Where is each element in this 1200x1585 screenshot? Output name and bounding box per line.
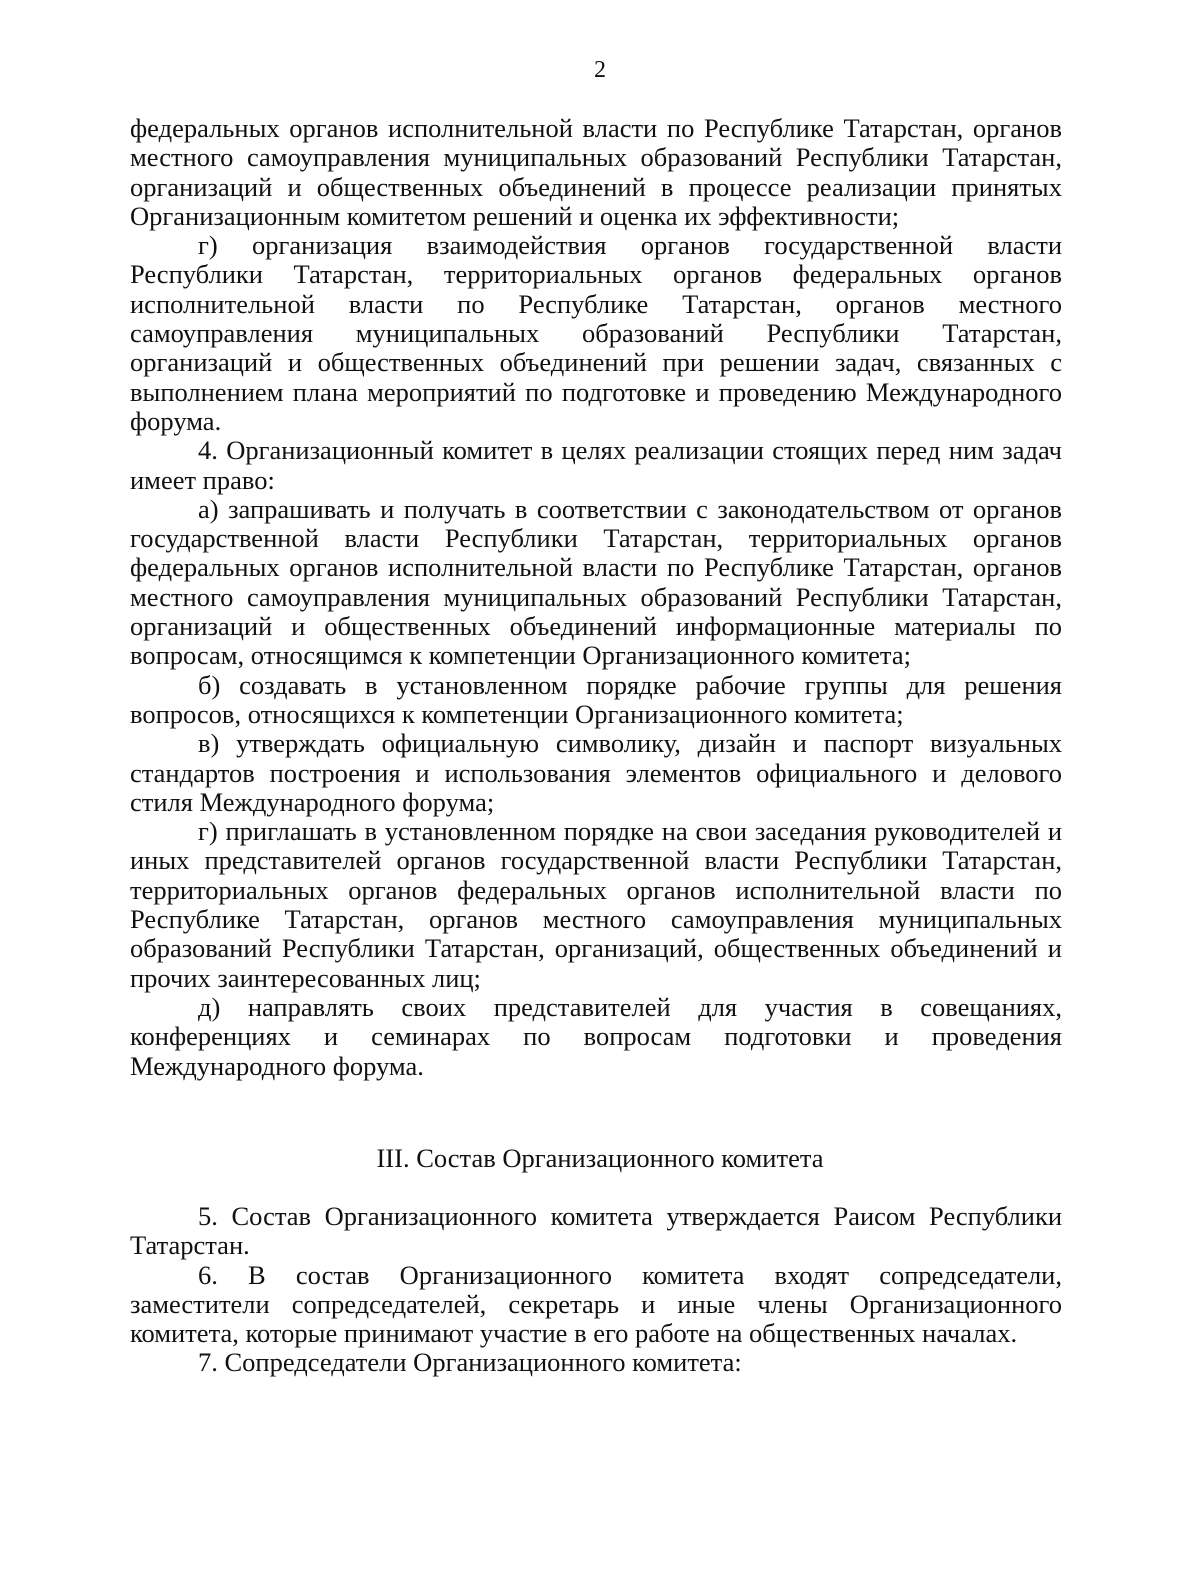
- section-heading: III. Состав Организационного комитета: [376, 1143, 824, 1173]
- paragraph-item-v-symbols: в) утверждать официальную символику, дизайн и паспорт визуальных стандартов построения и использования элементов официального и делового стиля Международного форума;: [130, 728, 1062, 817]
- page-number: 2: [594, 57, 606, 83]
- paragraph-item-a-request: а) запрашивать и получать в соответствии с законодательством от органов государственной власти Республики Татарстан, территориальных органов федеральных органов исполнительной власти по Республике Татарстан, органов местного самоуправления муниципальных образований Республики Татарстан, организаций и общественных объединений информационные материалы по вопросам, относящимся к компетенции Организационного комитета;: [130, 493, 1062, 671]
- paragraph-continuation: федеральных органов исполнительной власти по Республике Татарстан, органов местного самоуправления муниципальных образований Республики Татарстан, организаций и общественных объединений в процессе реализации принятых Организационным комитетом решений и оценка их эффективности;: [130, 113, 1062, 231]
- paragraph-item-g-invite: г) приглашать в установленном порядке на свои заседания руководителей и иных представителей органов государственной власти Республики Татарстан, территориальных органов федеральных органов исполнительной власти по Республике Татарстан, органов местного самоуправления муниципальных образований Республики Татарстан, организаций, общественных объединений и прочих заинтересованных лиц;: [130, 816, 1062, 993]
- paragraph-4-rights: 4. Организационный комитет в целях реализации стоящих перед ним задач имеет право:: [130, 435, 1062, 495]
- paragraph-item-g-interaction: г) организация взаимодействия органов государственной власти Республики Татарстан, территориальных органов федеральных органов исполнительной власти по Республике Татарстан, органов местного самоуправления муниципальных образований Республики Татарстан, организаций и общественных объединений при решении задач, связанных с выполнением плана мероприятий по подготовке и проведению Международного форума.: [130, 230, 1062, 436]
- paragraph-6-members: 6. В состав Организационного комитета входят сопредседатели, заместители сопредседателей, секретарь и иные члены Организационного комитета, которые принимают участие в его работе на общественных началах.: [130, 1259, 1062, 1349]
- paragraph-5-composition: 5. Состав Организационного комитета утверждается Раисом Республики Татарстан.: [130, 1201, 1062, 1261]
- body-text-before-heading: [130, 114, 1062, 1081]
- paragraph-7-co-chairs: 7. Сопредседатели Организационного комитета:: [198, 1347, 742, 1378]
- paragraph-item-b-working-groups: б) создавать в установленном порядке рабочие группы для решения вопросов, относящихся к компетенции Организационного комитета;: [130, 669, 1062, 729]
- paragraph-item-d-representatives: д) направлять своих представителей для участия в совещаниях, конференциях и семинарах по вопросам подготовки и проведения Международного форума.: [130, 991, 1062, 1081]
- body-text-after-heading: [130, 1202, 1062, 1378]
